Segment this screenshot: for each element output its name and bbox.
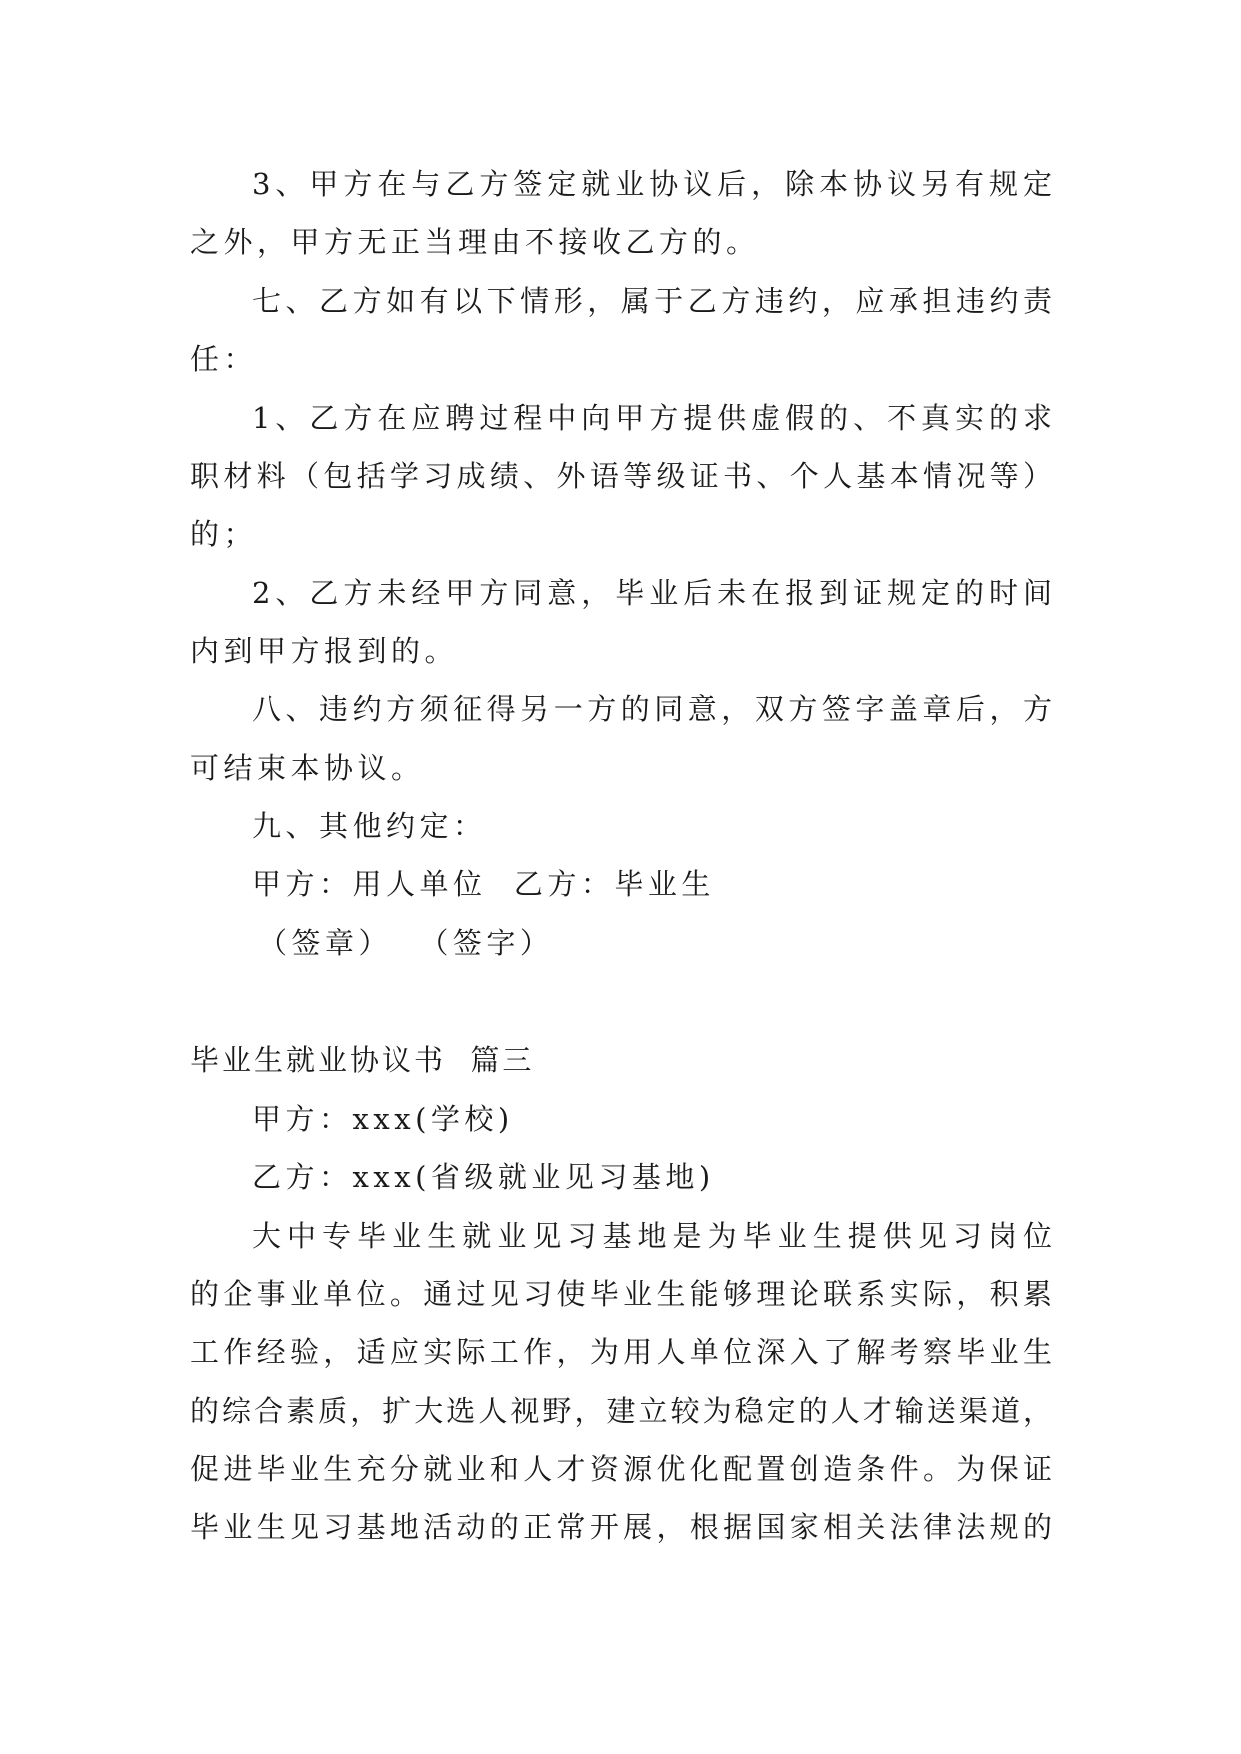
paragraph-line: 九、其他约定： bbox=[252, 809, 487, 843]
paragraph-line: 的； bbox=[190, 517, 258, 551]
signature-line: 甲方：用人单位 乙方：毕业生 bbox=[252, 867, 715, 901]
paragraph-line: 大中专毕业生就业见习基地是为毕业生提供见习岗位 bbox=[252, 1219, 1052, 1253]
section-title: 毕业生就业协议书 篇三 bbox=[190, 1043, 535, 1077]
paragraph-line: 之外，甲方无正当理由不接收乙方的。 bbox=[190, 225, 760, 259]
paragraph-line: 七、乙方如有以下情形，属于乙方违约，应承担违约责 bbox=[252, 284, 1052, 318]
paragraph-line: 2、乙方未经甲方同意，毕业后未在报到证规定的时间 bbox=[252, 576, 1052, 610]
signature-seal-line: （签章） （签字） bbox=[258, 926, 554, 960]
paragraph-line: 职材料（包括学习成绩、外语等级证书、个人基本情况等） bbox=[190, 459, 1052, 493]
party-b-line: 乙方：xxx(省级就业见习基地) bbox=[252, 1160, 715, 1194]
paragraph-line: 3、甲方在与乙方签定就业协议后，除本协议另有规定 bbox=[252, 167, 1052, 201]
party-a-line: 甲方：xxx(学校) bbox=[252, 1102, 514, 1136]
paragraph-line: 毕业生见习基地活动的正常开展，根据国家相关法律法规的 bbox=[190, 1510, 1052, 1544]
paragraph-line: 任： bbox=[190, 342, 258, 376]
paragraph-line: 工作经验，适应实际工作，为用人单位深入了解考察毕业生 bbox=[190, 1335, 1052, 1369]
paragraph-line: 内到甲方报到的。 bbox=[190, 634, 459, 668]
paragraph-line: 的综合素质，扩大选人视野，建立较为稳定的人才输送渠道， bbox=[190, 1394, 1052, 1428]
paragraph-line: 可结束本协议。 bbox=[190, 751, 425, 785]
paragraph-line: 的企事业单位。通过见习使毕业生能够理论联系实际，积累 bbox=[190, 1277, 1052, 1311]
paragraph-line: 八、违约方须征得另一方的同意，双方签字盖章后，方 bbox=[252, 692, 1052, 726]
paragraph-line: 1、乙方在应聘过程中向甲方提供虚假的、不真实的求 bbox=[252, 401, 1052, 435]
paragraph-line: 促进毕业生充分就业和人才资源优化配置创造条件。为保证 bbox=[190, 1452, 1052, 1486]
